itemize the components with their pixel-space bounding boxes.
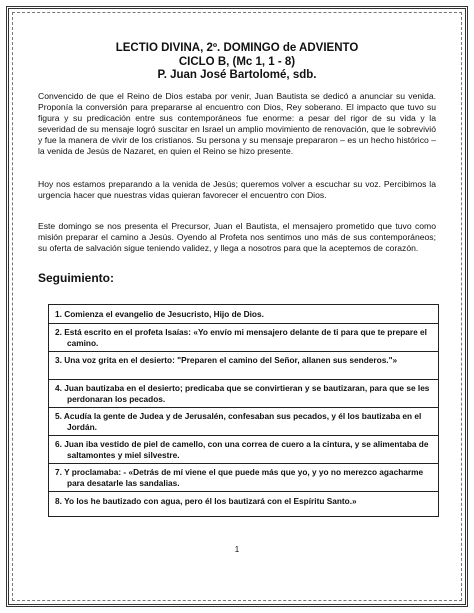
verses-box bbox=[48, 304, 439, 517]
list-divider bbox=[49, 435, 438, 436]
intro-paragraph: Convencido de que el Reino de Dios estaba por venir, Juan Bautista se dedicó a anunciar su venida. Proponía la conversión para prepararse al encuentro con Dios, Rey soberano. El impacto que tuvo su figura y su predicación entre sus contemporáneos fue enorme: a pesar del rigor de su vida y la severidad de su mensaje logró suscitar en Israel un amplio movimiento de renovación, que le sobrevivió y fue la manera de vivir de los cristianos. Su persona y su mensaje prepararon – es un hecho histórico – la venida de Jesús de Nazaret, en quien el Reino se hizo presente. bbox=[38, 91, 436, 156]
list-divider bbox=[49, 379, 438, 380]
list-item: 4. Juan bautizaba en el desierto; predicaba que se convirtieran y se bautizaran, para que se les perdonaran los pecados. bbox=[55, 383, 430, 404]
list-divider bbox=[49, 323, 438, 324]
section-heading: Seguimiento: bbox=[38, 271, 115, 285]
preparation-paragraph: Hoy nos estamos preparando a la venida de Jesús; queremos volver a escuchar su voz. Percibimos la urgencia hacer que nuestras vidas quieran favorecer el encuentro con Dios. bbox=[38, 179, 436, 200]
document-title bbox=[30, 42, 444, 83]
title-line-1: LECTIO DIVINA, 2º. DOMINGO de ADVIENTO bbox=[115, 42, 359, 54]
page-number: 1 bbox=[234, 545, 240, 554]
title-line-2: CICLO B, (Mc 1, 1 - 8) bbox=[178, 55, 296, 68]
list-divider bbox=[49, 351, 438, 352]
list-item: 6. Juan iba vestido de piel de camello, con una correa de cuero a la cintura, y se alimentaba de saltamontes y miel silvestre. bbox=[55, 439, 429, 460]
list-divider bbox=[49, 491, 438, 492]
list-divider bbox=[49, 407, 438, 408]
title-line-3: P. Juan José Bartolomé, sdb. bbox=[157, 69, 317, 81]
list-item: 1. Comienza el evangelio de Jesucristo, Hijo de Dios. bbox=[55, 309, 264, 319]
list-item: 3. Una voz grita en el desierto: "Preparen el camino del Señor, allanen sus senderos."» bbox=[55, 355, 398, 365]
list-item: 8. Yo los he bautizado con agua, pero él los bautizará con el Espíritu Santo.» bbox=[55, 496, 357, 506]
precursor-paragraph: Este domingo se nos presenta el Precursor, Juan el Bautista, el mensajero prometido que tuvo como misión preparar el camino a Jesús. Oyendo al Profeta nos sentimos uno más de sus contemporáneos; su oferta de salvación sigue teniendo validez, y llega a nosotros para que la aceptemos de corazón. bbox=[38, 221, 436, 253]
list-item: 5. Acudía la gente de Judea y de Jerusalén, confesaban sus pecados, y él los bautizaba en el Jordán. bbox=[55, 411, 422, 432]
list-divider bbox=[49, 463, 438, 464]
list-item: 7. Y proclamaba: - «Detrás de mí viene el que puede más que yo, y yo no merezco agacharme para desatarle las sandalias. bbox=[55, 467, 424, 488]
list-item: 2. Está escrito en el profeta Isaías: «Yo envío mi mensajero delante de ti para que te prepare el camino. bbox=[55, 327, 427, 348]
